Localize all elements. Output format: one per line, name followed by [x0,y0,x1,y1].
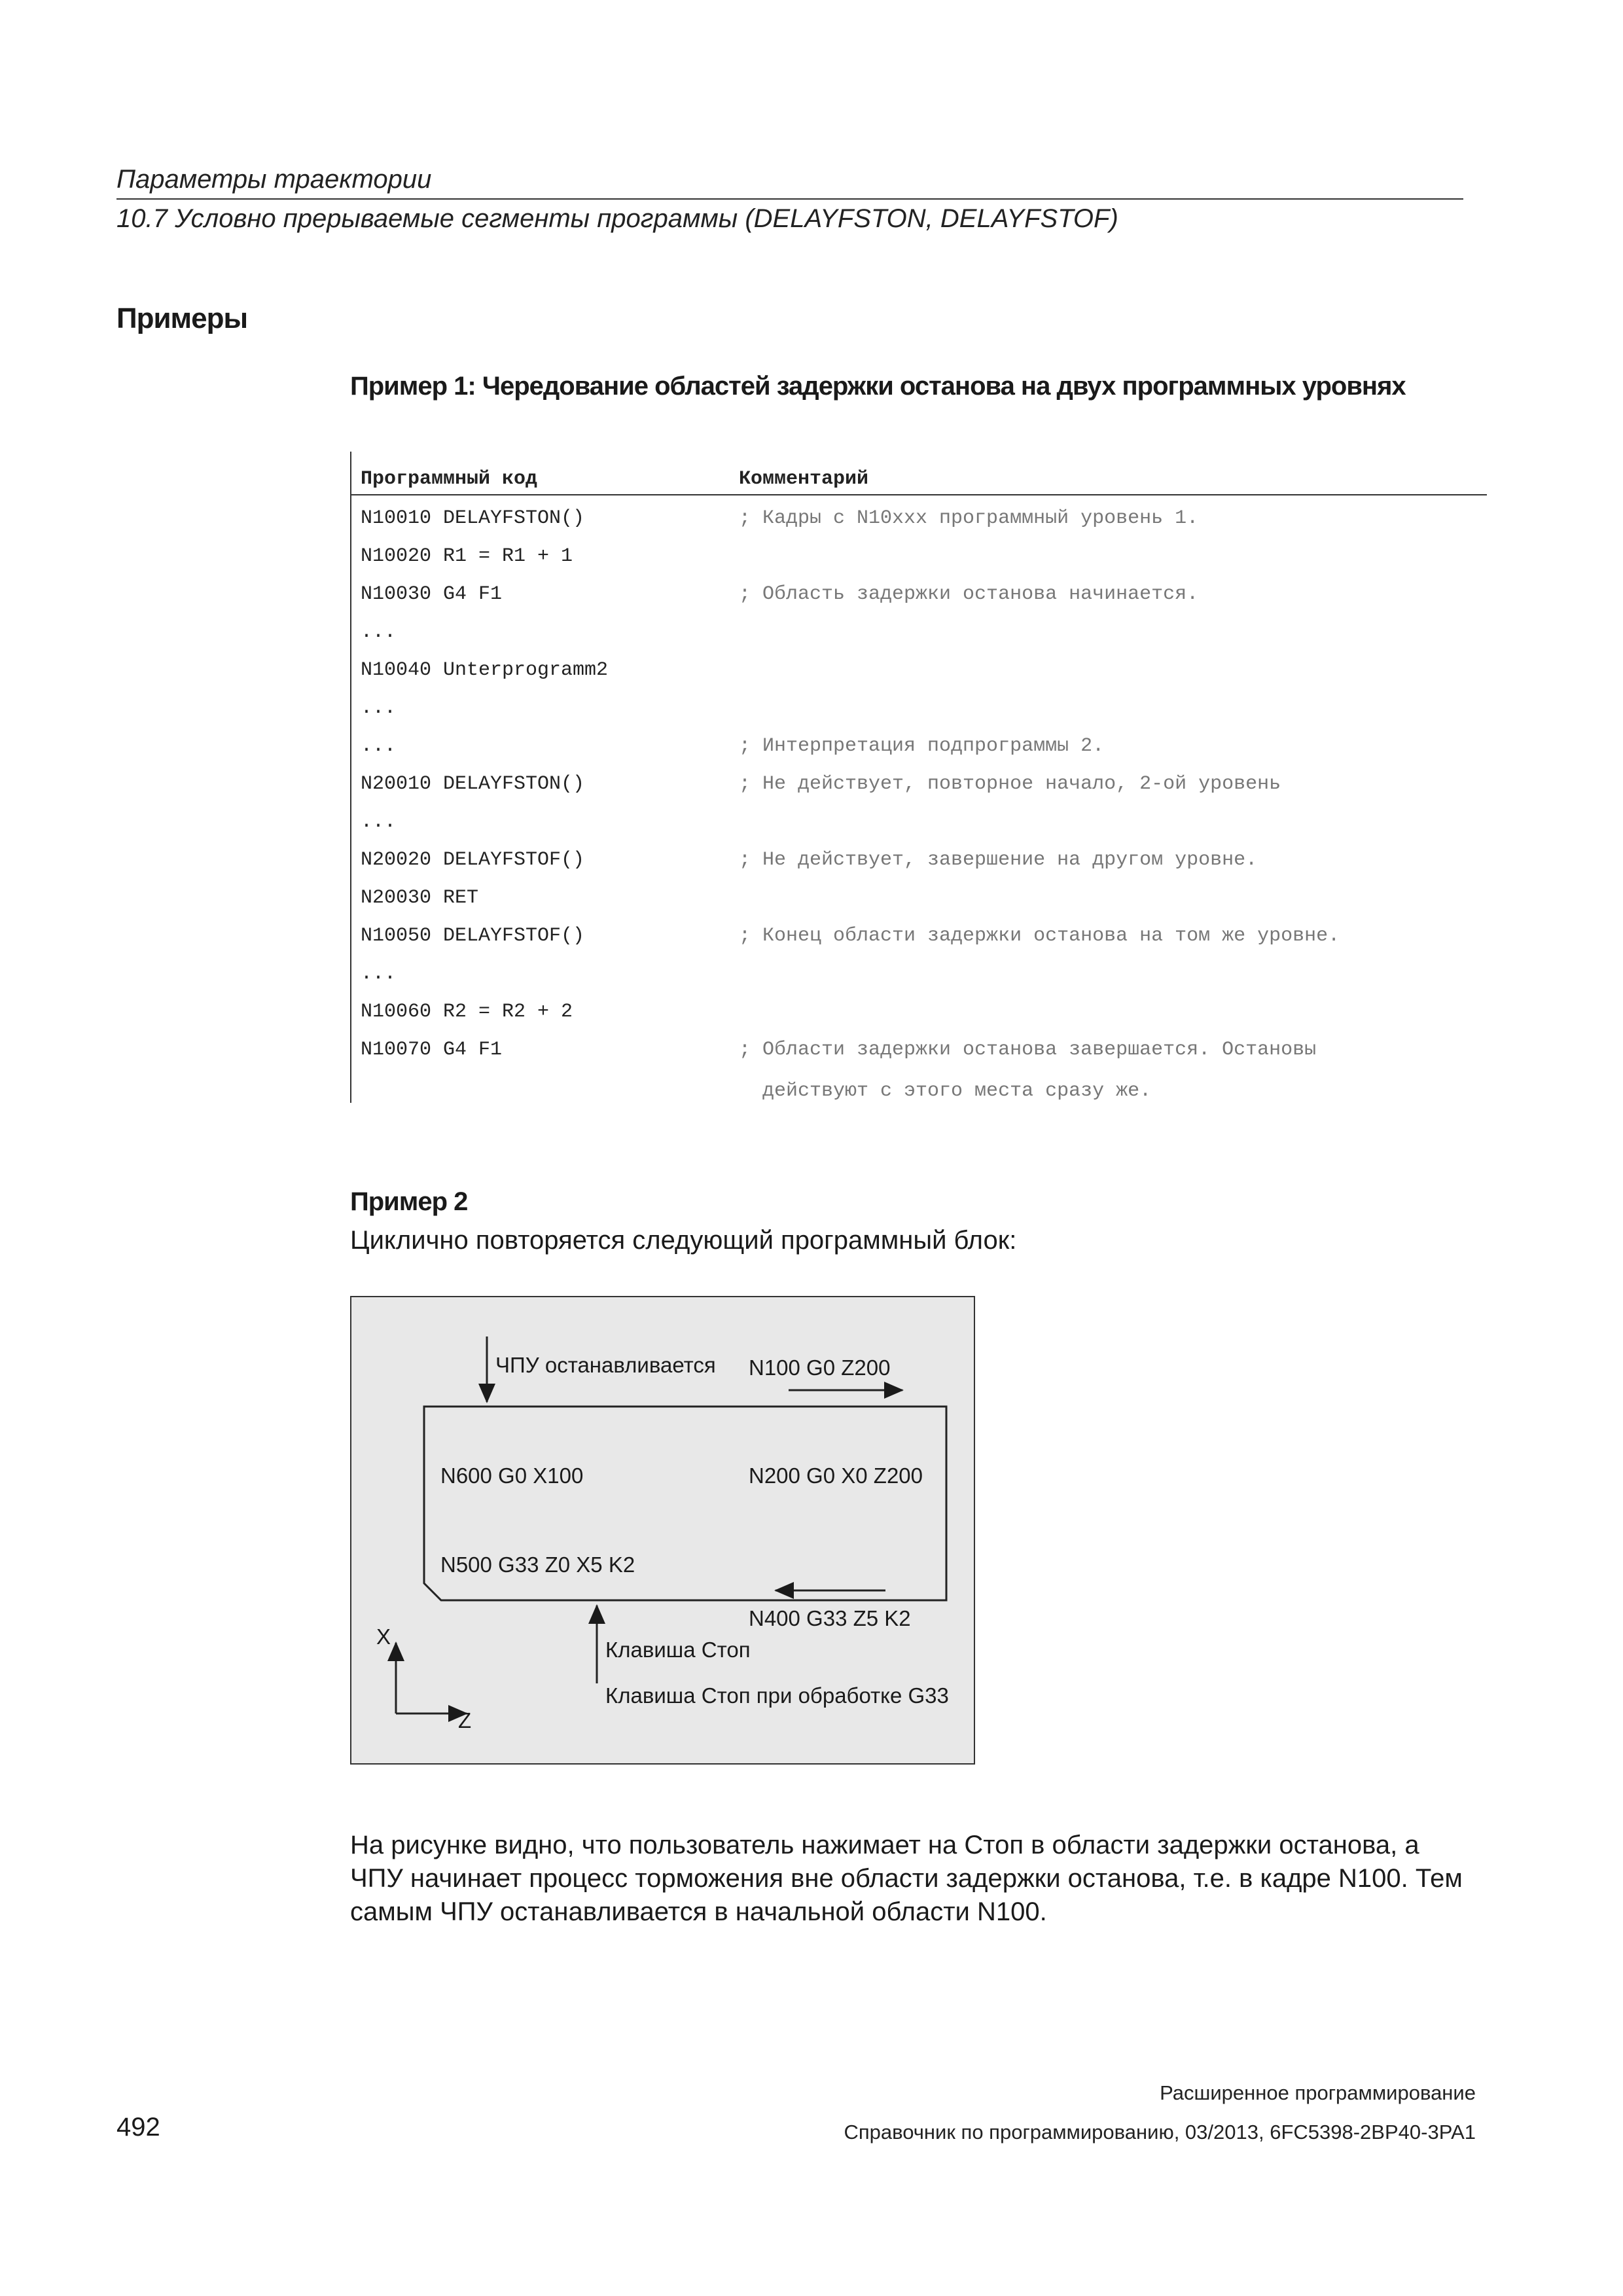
label-n100: N100 G0 Z200 [749,1355,891,1380]
footer-page-number: 492 [116,2113,160,2142]
table-left-border [350,452,351,1103]
code-line: N10030 G4 F1 [361,583,503,605]
code-line: N10050 DELAYFSTOF() [361,925,585,947]
axis-label-z: Z [458,1708,472,1732]
footer-doc-title: Расширенное программирование [1160,2081,1476,2104]
example2-intro: Циклично повторяется следующий программный блок: [350,1226,1017,1255]
code-line: N10020 R1 = R1 + 1 [361,545,573,567]
comment-line: ; Не действует, завершение на другом уровне. [739,849,1258,871]
comment-line: ; Область задержки останова начинается. [739,583,1199,605]
code-line: N20020 DELAYFSTOF() [361,849,585,871]
code-table [350,452,1487,1103]
code-line: ... [361,963,397,985]
code-line: ... [361,811,397,833]
example2-title: Пример 2 [350,1187,468,1216]
code-line: N20030 RET [361,887,479,909]
header-rule [116,198,1463,200]
code-line: N10010 DELAYFSTON() [361,507,585,529]
heading-examples: Примеры [116,302,248,334]
label-stop-key: Клавиша Стоп [605,1638,751,1662]
running-header-chapter: Параметры траектории [116,165,432,194]
example1-title: Пример 1: Чередование областей задержки останова на двух программных уровнях [350,372,1406,401]
code-line: ... [361,735,397,757]
table-header-rule [350,494,1487,495]
last-comment-continuation: действуют с этого места сразу же. [739,1080,1152,1102]
label-n600: N600 G0 X100 [440,1463,584,1488]
comment-line: ; Интерпретация подпрограммы 2. [739,735,1105,757]
footer-doc-ref: Справочник по программированию, 03/2013, 6FC5398-2BP40-3PA1 [844,2121,1476,2144]
column-header-code: Программный код [361,468,538,490]
label-n400: N400 G33 Z5 K2 [749,1606,911,1630]
code-line: N10070 G4 F1 [361,1039,503,1061]
code-line: N20010 DELAYFSTON() [361,773,585,795]
code-line: ... [361,697,397,719]
comment-line: ; Не действует, повторное начало, 2-ой уровень [739,773,1281,795]
code-line: ... [361,621,397,643]
label-n200: N200 G0 X0 Z200 [749,1463,923,1488]
comment-line: ; Кадры с N10xxx программный уровень 1. [739,507,1199,529]
label-cnc-stops: ЧПУ останавливается [495,1353,716,1377]
comment-line: ; Конец области задержки останова на том же уровне. [739,925,1340,947]
comment-line: ; Области задержки останова завершается. Остановы [739,1039,1317,1061]
column-header-comment: Комментарий [739,468,869,490]
label-stop-key-g33: Клавиша Стоп при обработке G33 [605,1683,949,1708]
running-header-section: 10.7 Условно прерываемые сегменты программы (DELAYFSTON, DELAYFSTOF) [116,204,1118,233]
example2-paragraph: На рисунке видно, что пользователь нажимает на Стоп в области задержки останова, а ЧПУ начинает процесс торможения вне области задержки останова, т.е. в кадре N100. Тем самым ЧПУ останавливается в начальной области N100. [350,1831,1463,1926]
figure-cycle-diagram [350,1296,975,1765]
code-line: N10060 R2 = R2 + 2 [361,1001,573,1023]
axis-label-x: X [376,1624,391,1649]
code-line: N10040 Unterprogramm2 [361,659,609,681]
label-n500: N500 G33 Z0 X5 K2 [440,1552,635,1577]
